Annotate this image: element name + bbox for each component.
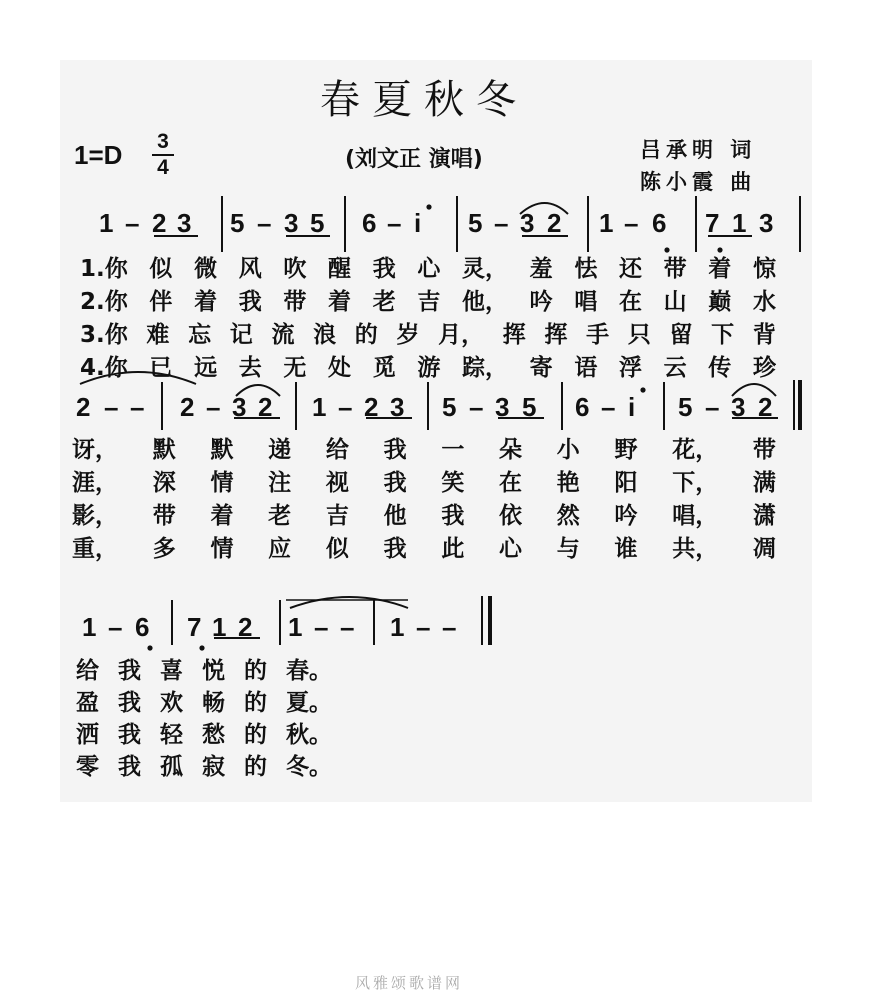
lyric-syllable: 我 — [383, 437, 407, 463]
lyric-syllable: 我 — [372, 256, 396, 282]
watermark-footer: 风雅颂歌谱网 — [355, 974, 464, 992]
note: – — [314, 612, 329, 642]
note: – — [601, 392, 616, 422]
lyric-syllable: 巅 — [708, 289, 732, 315]
lyric-syllable: 伴 — [149, 289, 173, 315]
note: 3 — [731, 392, 746, 422]
note: i — [414, 208, 422, 238]
lyric-syllable: 吟 — [614, 503, 638, 529]
lyric-syllable: 带 — [283, 289, 307, 315]
lyric-syllable: 默 — [210, 437, 234, 463]
lyric-syllable: 挥 — [502, 322, 526, 348]
note: 1 — [99, 208, 114, 238]
note: 1 — [390, 612, 405, 642]
lyric-syllable: 朵 — [499, 437, 523, 463]
note: 2 — [547, 208, 562, 238]
lyric-syllable: 在 — [499, 470, 523, 496]
note: 1 — [212, 612, 227, 642]
lyric-syllable: 此 — [441, 536, 465, 562]
lyric-syllable: 愁 — [202, 722, 225, 748]
lyric-syllable: 下， — [672, 470, 719, 496]
lyric-syllable: 惊 — [752, 256, 776, 282]
lyric-syllable: 的 — [244, 722, 267, 748]
note: – — [416, 612, 431, 642]
note: – — [387, 208, 402, 238]
lyric-syllable: 手 — [586, 322, 610, 348]
slur — [732, 384, 776, 396]
note: 7 — [705, 208, 720, 238]
lyric-syllable: 我 — [118, 722, 141, 748]
note: – — [705, 392, 720, 422]
note: – — [469, 392, 484, 422]
lyric-syllable: 吉 — [325, 503, 349, 529]
lyric-syllable: 浮 — [618, 355, 642, 381]
lyric-syllable: 吉 — [417, 289, 441, 315]
note: 1 — [82, 612, 97, 642]
lyric-syllable: 着 — [210, 503, 234, 529]
lyric-syllable: 浪 — [313, 322, 337, 348]
lyric-syllable: 流 — [271, 322, 295, 348]
note: – — [125, 208, 140, 238]
lyric-syllable: 醒 — [328, 256, 352, 282]
low-octave-dot — [199, 645, 204, 650]
lyric-syllable: 与 — [556, 536, 580, 562]
lyric-syllable: 着 — [708, 256, 732, 282]
lyric-syllable: 唱， — [672, 503, 719, 529]
lyric-syllable: 谁 — [614, 536, 638, 562]
low-octave-dot — [147, 645, 152, 650]
note: 2 — [76, 392, 91, 422]
performer-credit: (刘文正 演唱) — [345, 147, 483, 172]
lyric-syllable: 阳 — [614, 470, 638, 496]
lyric-syllable: 传 — [708, 355, 732, 381]
lyric-syllable: 冬。 — [286, 754, 332, 780]
note: 5 — [468, 208, 483, 238]
lyric-syllable: 秋。 — [286, 722, 332, 748]
lyric-syllable: 然 — [556, 503, 580, 529]
lyric-syllable: 畅 — [202, 690, 225, 716]
lyric-syllable: 在 — [618, 289, 642, 315]
low-octave-dot — [717, 247, 722, 252]
lyric-syllable: 无 — [283, 355, 307, 381]
lyric-syllable: 我 — [383, 470, 407, 496]
lyric-syllable: 共， — [672, 536, 719, 562]
lyric-syllable: 盈 — [76, 690, 99, 716]
lyric-syllable: 怯 — [574, 256, 598, 282]
tie — [290, 597, 408, 608]
lyric-syllable: 似 — [325, 536, 349, 562]
lyric-syllable: 山 — [663, 289, 687, 315]
note: 3 — [520, 208, 535, 238]
note: – — [338, 392, 353, 422]
note: 2 — [238, 612, 253, 642]
note: 5 — [442, 392, 457, 422]
lyric-syllable: 我 — [383, 536, 407, 562]
lyric-syllable: 寄 — [529, 355, 553, 381]
lyric-syllable: 零 — [76, 754, 99, 780]
lyric-syllable: 潇 — [752, 503, 776, 529]
high-octave-dot — [426, 204, 431, 209]
lyric-syllable: 下 — [711, 322, 735, 348]
note: 2 — [758, 392, 773, 422]
note: 1 — [732, 208, 747, 238]
note: – — [624, 208, 639, 238]
lyric-syllable: 笑 — [441, 470, 465, 496]
note: 5 — [678, 392, 693, 422]
lyric-syllable: 灵， — [462, 256, 508, 282]
lyric-syllable: 珍 — [752, 355, 776, 381]
lyric-syllable: 只 — [627, 322, 651, 348]
lyric-syllable: 觅 — [372, 355, 396, 381]
note: 3 — [232, 392, 247, 422]
lyric-syllable: 我 — [118, 690, 141, 716]
lyric-syllable: 应 — [268, 536, 292, 562]
note: 6 — [652, 208, 667, 238]
lyric-syllable: 岁 — [396, 322, 420, 348]
lyric-syllable: 花， — [672, 437, 719, 463]
lyric-syllable: 他 — [383, 503, 407, 529]
lyric-syllable: 老 — [372, 289, 396, 315]
note: – — [108, 612, 123, 642]
slur — [236, 385, 280, 396]
note: 2 — [364, 392, 379, 422]
note: 3 — [759, 208, 774, 238]
lyric-syllable: 2.你 — [80, 289, 128, 315]
note: 2 — [258, 392, 273, 422]
lyric-syllable: 1.你 — [80, 256, 128, 282]
lyric-syllable: 涯， — [72, 470, 118, 496]
lyric-syllable: 多 — [152, 536, 176, 562]
lyric-syllable: 春。 — [286, 658, 332, 684]
lyric-syllable: 游 — [417, 355, 441, 381]
low-octave-dot — [664, 247, 669, 252]
note: – — [130, 392, 145, 422]
note: i — [628, 392, 636, 422]
lyric-syllable: 情 — [210, 536, 234, 562]
note: 1 — [599, 208, 614, 238]
lyric-syllable: 吹 — [283, 256, 307, 282]
lyric-syllable: 满 — [752, 470, 776, 496]
lyric-syllable: 忘 — [188, 322, 212, 348]
note: – — [257, 208, 272, 238]
key-signature: 1=D — [74, 140, 123, 170]
note: 7 — [187, 612, 202, 642]
lyric-syllable: 水 — [752, 289, 776, 315]
lyric-syllable: 凋 — [752, 536, 776, 562]
lyric-syllable: 影， — [72, 503, 118, 529]
note: – — [104, 392, 119, 422]
note: 5 — [230, 208, 245, 238]
lyric-syllable: 老 — [268, 503, 292, 529]
lyric-syllable: 野 — [614, 437, 638, 463]
lyric-syllable: 3.你 — [80, 322, 128, 348]
lyric-syllable: 默 — [152, 437, 176, 463]
song-title: 春夏秋冬 — [320, 77, 528, 123]
lyric-syllable: 欢 — [160, 690, 183, 716]
lyric-syllable: 吟 — [529, 289, 553, 315]
high-octave-dot — [640, 387, 645, 392]
note: 6 — [362, 208, 377, 238]
lyric-syllable: 小 — [556, 437, 580, 463]
note: – — [340, 612, 355, 642]
lyricist-credit: 吕承明 词 — [640, 138, 757, 162]
note: 5 — [310, 208, 325, 238]
lyric-syllable: 风 — [238, 256, 262, 282]
lyric-syllable: 悦 — [202, 658, 225, 684]
lyric-syllable: 的 — [354, 322, 378, 348]
note: 1 — [288, 612, 303, 642]
lyric-syllable: 月， — [438, 322, 485, 348]
slur — [520, 203, 568, 214]
note: – — [442, 612, 457, 642]
note: 5 — [522, 392, 537, 422]
lyric-syllable: 心 — [499, 536, 523, 562]
lyric-syllable: 去 — [238, 355, 262, 381]
note: 3 — [177, 208, 192, 238]
lyric-syllable: 挥 — [544, 322, 568, 348]
lyric-syllable: 背 — [752, 322, 776, 348]
lyric-syllable: 情 — [210, 470, 234, 496]
lyric-syllable: 似 — [149, 256, 173, 282]
lyric-syllable: 深 — [152, 470, 176, 496]
lyric-syllable: 踪， — [462, 355, 508, 381]
lyric-syllable: 远 — [194, 355, 218, 381]
lyric-syllable: 心 — [417, 256, 441, 282]
lyric-syllable: 艳 — [556, 470, 580, 496]
lyric-syllable: 视 — [325, 470, 349, 496]
lyric-syllable: 注 — [268, 470, 292, 496]
lyric-syllable: 唱 — [574, 289, 598, 315]
note: 3 — [495, 392, 510, 422]
lyric-syllable: 处 — [328, 355, 352, 381]
lyric-syllable: 羞 — [529, 256, 553, 282]
lyric-syllable: 给 — [76, 658, 99, 684]
lyric-syllable: 微 — [194, 256, 218, 282]
lyric-syllable: 喜 — [160, 658, 183, 684]
note: – — [206, 392, 221, 422]
lyric-syllable: 我 — [118, 658, 141, 684]
note: 1 — [312, 392, 327, 422]
lyric-syllable: 我 — [118, 754, 141, 780]
lyric-syllable: 已 — [149, 355, 173, 381]
lyric-syllable: 依 — [499, 503, 523, 529]
lyric-syllable: 的 — [244, 754, 267, 780]
lyric-syllable: 4.你 — [80, 355, 128, 381]
lyric-syllable: 记 — [229, 322, 253, 348]
time-signature-top: 3 — [157, 130, 169, 153]
lyric-syllable: 一 — [441, 437, 465, 463]
note: – — [494, 208, 509, 238]
composer-credit: 陈小霞 曲 — [640, 170, 757, 194]
lyric-syllable: 孤 — [160, 754, 183, 780]
lyric-syllable: 给 — [325, 437, 349, 463]
note: 3 — [390, 392, 405, 422]
lyric-syllable: 带 — [152, 503, 176, 529]
lyric-syllable: 的 — [244, 690, 267, 716]
lyric-syllable: 难 — [146, 322, 170, 348]
lyric-syllable: 还 — [618, 256, 642, 282]
lyric-syllable: 的 — [244, 658, 267, 684]
lyric-syllable: 轻 — [160, 722, 183, 748]
time-signature-bottom: 4 — [157, 156, 169, 179]
note: 3 — [284, 208, 299, 238]
lyric-syllable: 着 — [194, 289, 218, 315]
lyric-syllable: 我 — [441, 503, 465, 529]
lyric-syllable: 着 — [328, 289, 352, 315]
lyric-syllable: 云 — [663, 355, 687, 381]
slur — [80, 372, 196, 384]
lyric-syllable: 寂 — [202, 754, 225, 780]
note: 6 — [135, 612, 150, 642]
lyric-syllable: 带 — [752, 437, 776, 463]
note: 2 — [152, 208, 167, 238]
note: 6 — [575, 392, 590, 422]
lyric-syllable: 讶， — [72, 437, 118, 463]
lyric-syllable: 夏。 — [286, 690, 332, 716]
lyric-syllable: 重， — [72, 536, 118, 562]
lyric-syllable: 语 — [574, 355, 598, 381]
lyric-syllable: 留 — [669, 322, 693, 348]
note: 2 — [180, 392, 195, 422]
lyric-syllable: 递 — [268, 437, 292, 463]
lyric-syllable: 我 — [238, 289, 262, 315]
lyric-syllable: 洒 — [76, 722, 99, 748]
lyric-syllable: 带 — [663, 256, 687, 282]
lyric-syllable: 他， — [462, 289, 508, 315]
